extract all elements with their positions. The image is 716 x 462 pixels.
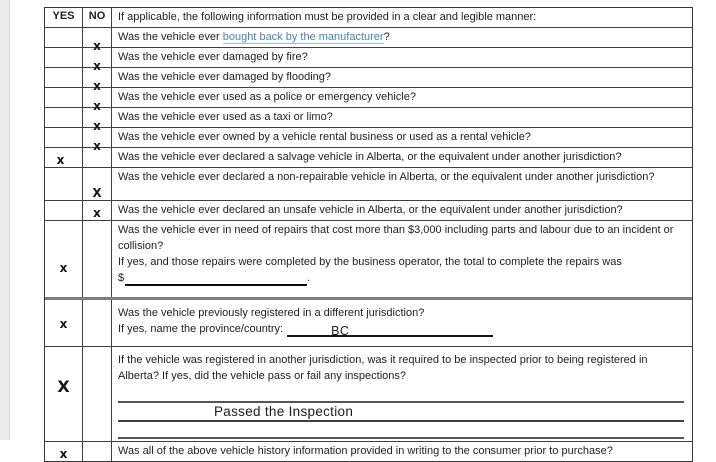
answer-mark: X [92, 186, 102, 200]
no-cell[interactable] [83, 300, 112, 346]
table-header-row [45, 8, 692, 28]
question-text: Was the vehicle ever damaged by fire? [118, 51, 308, 63]
question-text: Was the vehicle ever used as a police or emergency vehicle? [118, 91, 416, 103]
inspection-written-answer: Passed the Inspection [214, 404, 354, 419]
no-column-header: NO [83, 8, 112, 27]
inspection-write-area [118, 388, 684, 439]
prev-registered-question: Was the vehicle previously registered in a different jurisdiction? [118, 307, 425, 319]
province-field[interactable]: BC [287, 324, 493, 337]
no-cell[interactable] [83, 201, 112, 220]
answer-mark: x [93, 99, 101, 113]
question-text: Was the vehicle ever used as a taxi or limo? [118, 111, 333, 123]
period: . [307, 272, 311, 284]
question-text: Was the vehicle ever declared an unsafe vehicle in Alberta, or the equivalent under another jurisdiction? [118, 204, 623, 216]
yes-cell[interactable] [45, 442, 83, 461]
write-line-1[interactable] [118, 388, 684, 403]
province-line [118, 321, 686, 337]
table-row [45, 108, 692, 133]
yes-cell[interactable] [45, 300, 83, 346]
table-row [45, 168, 692, 201]
repairs-question-line: Was the vehicle ever in need of repairs that cost more than $3,000 including parts and labour due to an incident or collision? [118, 224, 674, 252]
question-text: Was the vehicle ever declared a non-repairable vehicle in Alberta, or the equivalent under another jurisdiction? [118, 171, 655, 183]
repair-amount-field[interactable] [125, 273, 307, 286]
yes-cell[interactable] [45, 28, 83, 47]
table-row [45, 88, 692, 113]
question-text: Was the vehicle ever damaged by flooding? [118, 71, 331, 83]
yes-cell[interactable] [45, 148, 83, 167]
question-text [112, 221, 692, 297]
yes-cell[interactable] [45, 168, 83, 200]
table-row [45, 48, 692, 73]
dollar-sign: $ [118, 272, 125, 284]
no-cell[interactable] [83, 221, 112, 297]
no-cell[interactable] [83, 347, 112, 441]
question-text: Was all of the above vehicle history information provided in writing to the consumer prior to purchase? [118, 445, 613, 457]
question-text: Was the vehicle ever declared a salvage vehicle in Alberta, or the equivalent under another jurisdiction? [118, 151, 622, 163]
answer-mark: x [93, 119, 101, 133]
table-row [45, 347, 692, 442]
no-cell[interactable] [83, 28, 112, 53]
question-text [112, 300, 692, 346]
write-line-3[interactable] [118, 422, 684, 439]
question-text [112, 28, 692, 47]
no-cell[interactable] [83, 442, 112, 461]
yes-cell[interactable] [45, 88, 83, 107]
question-text: Was the vehicle ever owned by a vehicle rental business or used as a rental vehicle? [118, 131, 531, 143]
answer-mark: x [56, 153, 65, 167]
write-line-2[interactable] [118, 403, 684, 422]
no-cell[interactable] [83, 168, 112, 200]
question-prefix: Was the vehicle ever [118, 31, 223, 43]
table-row [45, 68, 692, 93]
answer-mark: x [93, 139, 101, 153]
repairs-amount-line [118, 270, 686, 286]
answer-mark: x [93, 59, 101, 73]
yes-column-header: YES [45, 8, 83, 27]
yes-cell[interactable] [45, 108, 83, 127]
instruction-header: If applicable, the following information must be provided in a clear and legible manner: [118, 11, 537, 23]
vehicle-history-disclosure-table [44, 7, 693, 462]
answer-mark: x [59, 317, 68, 331]
table-row [45, 442, 692, 461]
yes-cell[interactable] [45, 48, 83, 67]
repairs-ifyes-line: If yes, and those repairs were completed by the business operator, the total to complete the repairs was [118, 256, 622, 268]
yes-cell[interactable] [45, 221, 83, 297]
table-row [45, 300, 692, 347]
yes-cell[interactable] [45, 128, 83, 147]
yes-cell[interactable] [45, 201, 83, 220]
question-suffix: ? [383, 31, 390, 43]
buyback-link[interactable]: bought back by the manufacturer [222, 31, 384, 43]
yes-cell[interactable] [45, 347, 83, 441]
question-text [112, 347, 692, 441]
answer-mark: x [93, 79, 101, 93]
answer-mark: X [57, 377, 70, 396]
inspection-question: If the vehicle was registered in another jurisdiction, was it required to be inspected prior to being registered in Alberta? If yes, did the vehicle pass or fail any inspections? [118, 354, 648, 382]
answer-mark: x [59, 261, 68, 275]
province-label: If yes, name the province/country: [118, 323, 284, 335]
answer-mark: x [59, 447, 68, 461]
yes-cell[interactable] [45, 68, 83, 87]
answer-mark: x [93, 206, 101, 220]
table-row [45, 148, 692, 168]
answer-mark: x [93, 39, 101, 53]
page-edge-strip [0, 0, 10, 440]
table-row [45, 28, 692, 53]
table-row [45, 128, 692, 153]
table-row [45, 221, 692, 300]
table-row [45, 201, 692, 221]
